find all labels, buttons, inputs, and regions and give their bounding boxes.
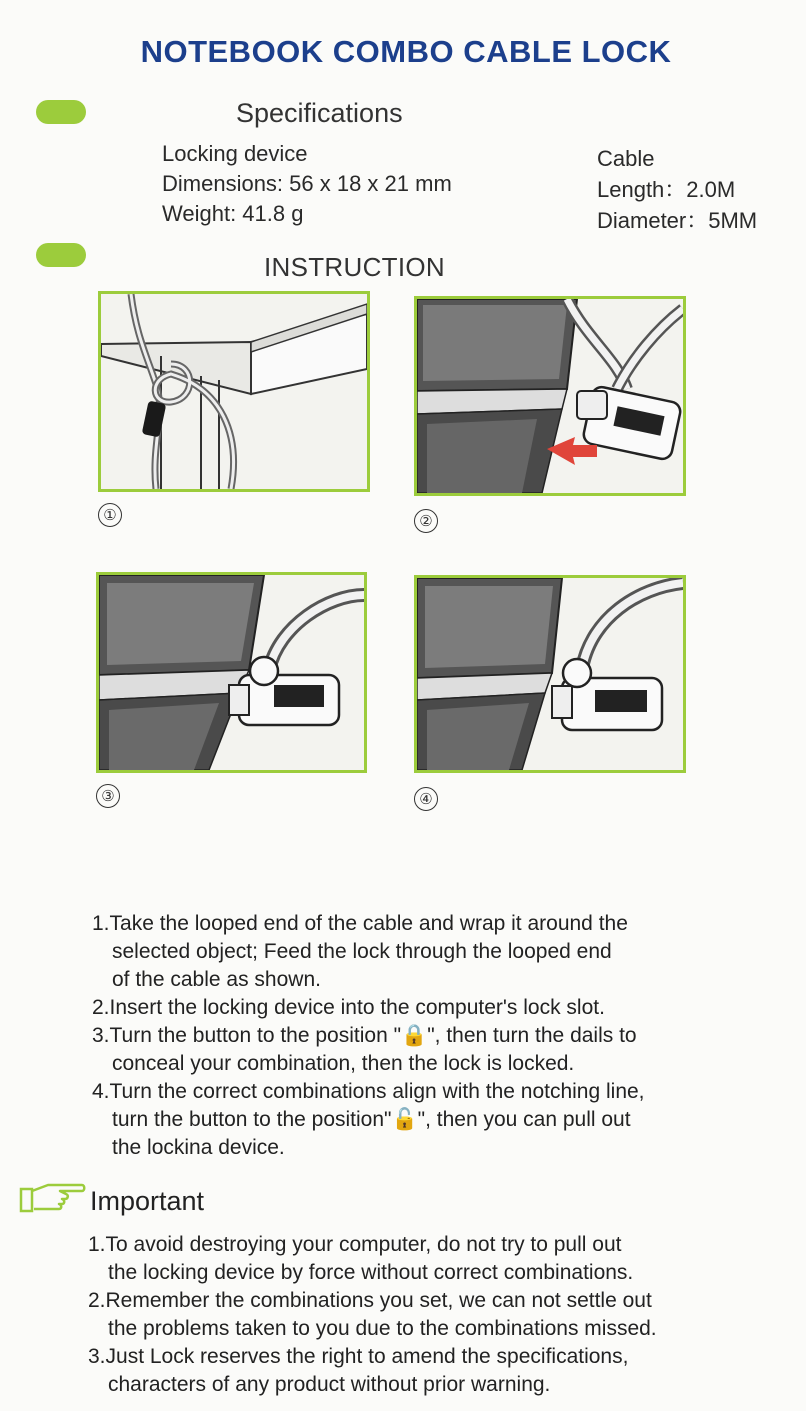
step-line: conceal your combination, then the lock is locked. [112,1052,575,1075]
spec-line: Weight: 41.8 g [162,201,304,226]
figure-4-lock-locked [414,575,686,773]
specifications-bullet [36,100,86,124]
important-list [88,1231,788,1399]
pointing-hand-icon [18,1181,86,1215]
step-line: 3.Turn the button to the position "🔒", then turn the dails to [92,1024,637,1047]
step-line: 1.Take the looped end of the cable and wrap it around the [92,912,628,935]
step-line: the lockina device. [112,1136,285,1159]
step-line: of the cable as shown. [112,968,321,991]
step-4 [92,1078,782,1162]
figure-2-insert-lock [414,296,686,496]
figure-number-3: ③ [96,784,120,808]
figure-number-1: ① [98,503,122,527]
figure-number-2: ② [414,509,438,533]
important-line: 1.To avoid destroying your computer, do not try to pull out [88,1233,622,1256]
step-line: 4.Turn the correct combinations align with the notching line, [92,1080,645,1103]
step-2 [92,994,782,1022]
step-line: turn the button to the position"🔓", then you can pull out [112,1108,631,1131]
important-line: the locking device by force without correct combinations. [108,1261,634,1284]
important-line: characters of any product without prior warning. [108,1373,551,1396]
page-title: NOTEBOOK COMBO CABLE LOCK [140,34,672,69]
step-line: selected object; Feed the lock through the looped end [112,940,612,963]
important-item-1 [88,1231,788,1287]
figure-1-cable-around-table [98,291,370,492]
laptop-lock-locked-illustration [417,578,683,770]
instruction-bullet [36,243,86,267]
instruction-steps [92,910,782,1162]
laptop-lock-position-illustration [99,575,364,770]
specifications-cable [597,143,757,236]
step-line: 2.Insert the locking device into the computer's lock slot. [92,996,605,1019]
spec-line: Locking device [162,141,308,166]
important-line: 2.Remember the combinations you set, we can not settle out [88,1289,652,1312]
instruction-heading: INSTRUCTION [264,252,445,282]
laptop-lock-insert-illustration [417,299,683,493]
figure-number-4: ④ [414,787,438,811]
important-item-2 [88,1287,788,1343]
important-line: the problems taken to you due to the combinations missed. [108,1317,657,1340]
specifications-heading: Specifications [236,98,403,128]
table-leg-illustration [101,294,367,489]
spec-line: Diameter：5MM [597,208,758,233]
spec-line: Length：2.0M [597,177,736,202]
step-1 [92,910,782,994]
spec-line: Cable [597,146,655,171]
important-heading: Important [90,1186,205,1216]
spec-line: Dimensions: 56 x 18 x 21 mm [162,171,452,196]
step-3 [92,1022,782,1078]
figure-3-lock-inserted [96,572,367,773]
important-line: 3.Just Lock reserves the right to amend the specifications, [88,1345,629,1368]
specifications-locking-device [162,139,452,229]
important-item-3 [88,1343,788,1399]
